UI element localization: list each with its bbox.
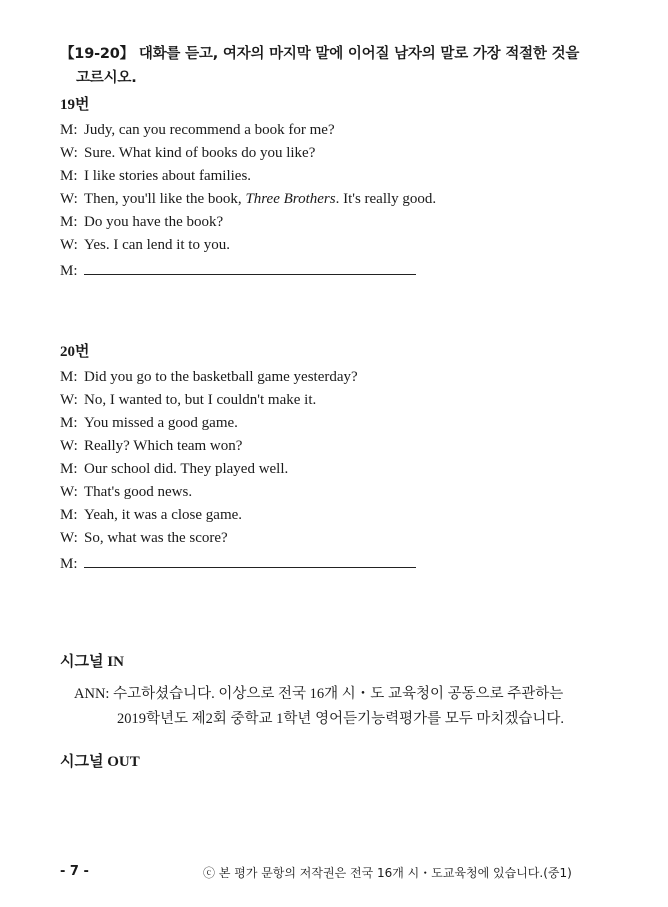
speaker: M: xyxy=(60,369,78,385)
announcement-line-2: 2019학년도 제2회 중학교 1학년 영어듣기능력평가를 모두 마치겠습니다. xyxy=(117,711,565,727)
q20-line-1 xyxy=(60,369,358,386)
signal-korean: 시그널 xyxy=(60,652,104,670)
dialogue-text: Do you have the book? xyxy=(84,214,224,230)
q20-answer-line xyxy=(60,553,416,573)
q19-line-4 xyxy=(60,191,436,208)
speaker: M: xyxy=(60,214,78,230)
dialogue-text: No, I wanted to, but I couldn't make it. xyxy=(84,392,317,408)
dialogue-text: I like stories about families. xyxy=(84,168,252,184)
q19-answer-line xyxy=(60,260,416,280)
announcement-speaker: ANN: xyxy=(74,686,110,702)
copyright-notice: ⓒ 본 평가 문항의 저작권은 전국 16개 시・도교육청에 있습니다.(중1) xyxy=(203,866,572,880)
dialogue-text: Yeah, it was a close game. xyxy=(84,507,243,523)
speaker: M: xyxy=(60,415,78,431)
speaker: W: xyxy=(60,484,78,500)
q19-line-6 xyxy=(60,237,230,254)
dialogue-text: Did you go to the basketball game yesterday? xyxy=(84,369,358,385)
dialogue-text: Our school did. They played well. xyxy=(84,461,289,477)
dialogue-text: Really? Which team won? xyxy=(84,438,243,454)
dialogue-text: Then, you'll like the book, xyxy=(84,191,246,207)
q19-line-2 xyxy=(60,145,315,162)
dialogue-text: Sure. What kind of books do you like? xyxy=(84,145,316,161)
q19-line-1 xyxy=(60,122,335,139)
q20-line-7 xyxy=(60,507,242,524)
question-20-number: 20번 xyxy=(60,344,90,360)
dialogue-text: Judy, can you recommend a book for me? xyxy=(84,122,335,138)
speaker: M: xyxy=(60,556,78,572)
book-title: Three Brothers xyxy=(245,191,336,207)
signal-label: IN xyxy=(107,654,124,670)
signal-label: OUT xyxy=(107,754,140,770)
signal-korean: 시그널 xyxy=(60,752,104,770)
q19-line-3 xyxy=(60,168,251,185)
speaker: M: xyxy=(60,122,78,138)
q20-line-8 xyxy=(60,530,228,547)
q20-line-6 xyxy=(60,484,192,501)
dialogue-text: You missed a good game. xyxy=(84,415,238,431)
question-19-number: 19번 xyxy=(60,97,90,113)
announcement-text: 수고하셨습니다. 이상으로 전국 16개 시・도 교육청이 공동으로 주관하는 xyxy=(113,686,564,702)
dialogue-text: Yes. I can lend it to you. xyxy=(84,237,230,253)
signal-out-heading xyxy=(60,750,140,771)
announcement-line-1 xyxy=(74,682,563,703)
signal-in-heading xyxy=(60,650,124,671)
speaker: W: xyxy=(60,145,78,161)
speaker: M: xyxy=(60,168,78,184)
speaker: M: xyxy=(60,263,78,279)
speaker: W: xyxy=(60,438,78,454)
q19-line-5 xyxy=(60,214,223,231)
speaker: W: xyxy=(60,237,78,253)
instruction-line-1: 【19-20】 대화를 듣고, 여자의 마지막 말에 이어질 남자의 말로 가장 적절한 것을 xyxy=(60,46,580,62)
dialogue-text: That's good news. xyxy=(84,484,193,500)
speaker: M: xyxy=(60,507,78,523)
page-number: - 7 - xyxy=(60,864,89,879)
answer-blank xyxy=(84,260,416,275)
q20-line-2 xyxy=(60,392,316,409)
speaker: W: xyxy=(60,191,78,207)
q20-line-4 xyxy=(60,438,242,455)
speaker: W: xyxy=(60,392,78,408)
answer-blank xyxy=(84,553,416,568)
instruction-line-2: 고르시오. xyxy=(76,70,137,86)
speaker: M: xyxy=(60,461,78,477)
speaker: W: xyxy=(60,530,78,546)
q20-line-3 xyxy=(60,415,238,432)
dialogue-text: . It's really good. xyxy=(335,191,437,207)
dialogue-text: So, what was the score? xyxy=(84,530,228,546)
q20-line-5 xyxy=(60,461,288,478)
